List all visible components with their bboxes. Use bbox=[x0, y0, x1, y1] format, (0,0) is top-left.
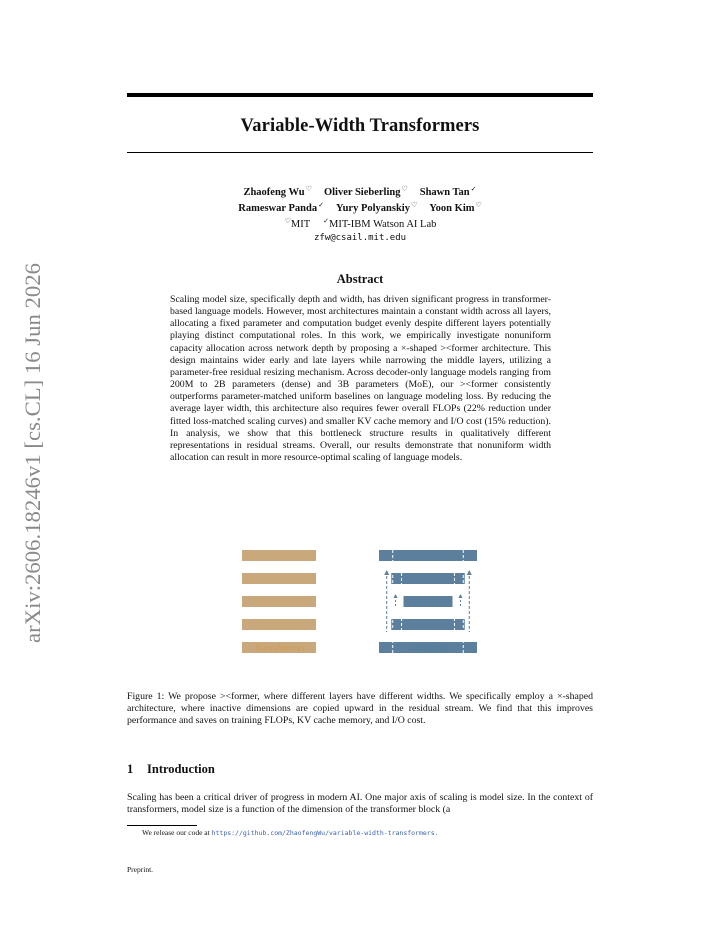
author-name: Zhaofeng Wu bbox=[243, 187, 305, 198]
abstract-heading: Abstract bbox=[336, 272, 384, 286]
up-arrow-icon bbox=[394, 594, 398, 598]
up-arrow-icon bbox=[467, 570, 472, 575]
affiliation-mark: ♡ bbox=[284, 217, 291, 225]
author-mark: ♡ bbox=[475, 201, 482, 209]
author-email[interactable]: zfw@csail.mit.edu bbox=[313, 233, 407, 243]
xformer-layer-bar bbox=[404, 596, 453, 607]
introduction-paragraph: Scaling has been a critical driver of progress in modern AI. One major axis of scaling is model size. In the context of transformers, model size is a function of the dimension of the transformer block (a bbox=[127, 792, 593, 815]
title-rule-bottom bbox=[127, 152, 593, 153]
xformer-layer-bar bbox=[391, 619, 465, 630]
transformer-layer-bar bbox=[242, 573, 316, 584]
code-link[interactable]: https://github.com/ZhaofengWu/variable-width-transformers. bbox=[211, 829, 439, 837]
section-title: Introduction bbox=[147, 762, 215, 776]
arxiv-id-text: arXiv:2606.18246v1 [cs.CL] 16 Jun 2026 bbox=[20, 275, 45, 643]
transformer-layer-bar bbox=[242, 550, 316, 561]
affiliation-name: MIT bbox=[290, 219, 311, 230]
title-rule-top bbox=[127, 93, 593, 97]
author-name: Oliver Sieberling bbox=[323, 187, 401, 198]
up-arrow-icon bbox=[384, 570, 389, 575]
architecture-diagram bbox=[230, 540, 490, 658]
paper-title: Variable-Width Transformers bbox=[240, 116, 480, 136]
section-heading-introduction bbox=[127, 762, 215, 777]
footnote-text: We release our code at bbox=[142, 828, 212, 837]
figure-label-transformer: Transformer bbox=[254, 644, 306, 654]
author-mark: ♡ bbox=[401, 185, 408, 193]
author-mark: ♡ bbox=[410, 201, 418, 209]
arxiv-identifier bbox=[6, 262, 58, 644]
author-mark: ✓ bbox=[470, 185, 477, 193]
figure-1-diagram bbox=[230, 540, 490, 658]
author-mark: ✓ bbox=[318, 201, 324, 209]
preprint-note: Preprint. bbox=[127, 865, 154, 874]
up-arrow-icon bbox=[458, 594, 462, 598]
author-line-2 bbox=[127, 199, 593, 215]
figure-1-caption: Figure 1: We propose ><former, where different layers have different widths. We specifically employ a ×-shaped architecture, where inactive dimensions are copied upward in the residual stream. We find that this improves performance and saves on training FLOPs, KV cache memory, and I/O cost. bbox=[127, 691, 593, 726]
author-name: Yury Polyanskiy bbox=[335, 203, 410, 214]
xformer-layer-bar bbox=[379, 550, 477, 561]
transformer-layer-bar bbox=[242, 619, 316, 630]
author-name: Yoon Kim bbox=[429, 203, 475, 214]
footnote bbox=[142, 828, 439, 837]
author-mark: ♡ bbox=[305, 185, 312, 193]
author-name: Shawn Tan bbox=[419, 187, 470, 198]
author-line-1 bbox=[127, 183, 593, 199]
affiliation-line bbox=[127, 215, 593, 231]
abstract-body: Scaling model size, specifically depth and width, has driven significant progress in transformer-based language models. However, most architectures maintain a constant width across all layers, allocating a fixed parameter and computation budget evenly despite different layers potentially playing distinct computational roles. In this work, we empirically investigate nonuniform capacity allocation across network depth by proposing a ×-shaped ><former architecture. This design maintains wider early and late layers while narrowing the middle layers, utilizing a parameter-free residual resizing mechanism. Across decoder-only language models ranging from 200M to 2B parameters (dense) and 3B parameters (MoE), our ><former consistently outperforms parameter-matched uniform baselines on language modeling loss. By reducing the average layer width, this architecture also requires fewer overall FLOPs (22% reduction under fitted loss-matched scaling curves) and smaller KV cache memory and I/O cost (15% reduction). In analysis, we show that this bottleneck structure results in qualitatively different representations in residual streams. Overall, our results demonstrate that nonuniform width allocation can result in more resource-optimal scaling of language models. bbox=[170, 294, 551, 464]
author-name: Rameswar Panda bbox=[238, 203, 318, 214]
author-block bbox=[127, 183, 593, 244]
section-number: 1 bbox=[127, 762, 134, 776]
transformer-layer-bar bbox=[242, 596, 316, 607]
figure-label-xformer: ><former bbox=[408, 644, 452, 654]
affiliation-mark: ✓ bbox=[323, 217, 330, 225]
affiliation-name: MIT-IBM Watson AI Lab bbox=[329, 219, 437, 230]
xformer-layer-bar bbox=[391, 573, 465, 584]
footnote-rule bbox=[127, 825, 197, 826]
